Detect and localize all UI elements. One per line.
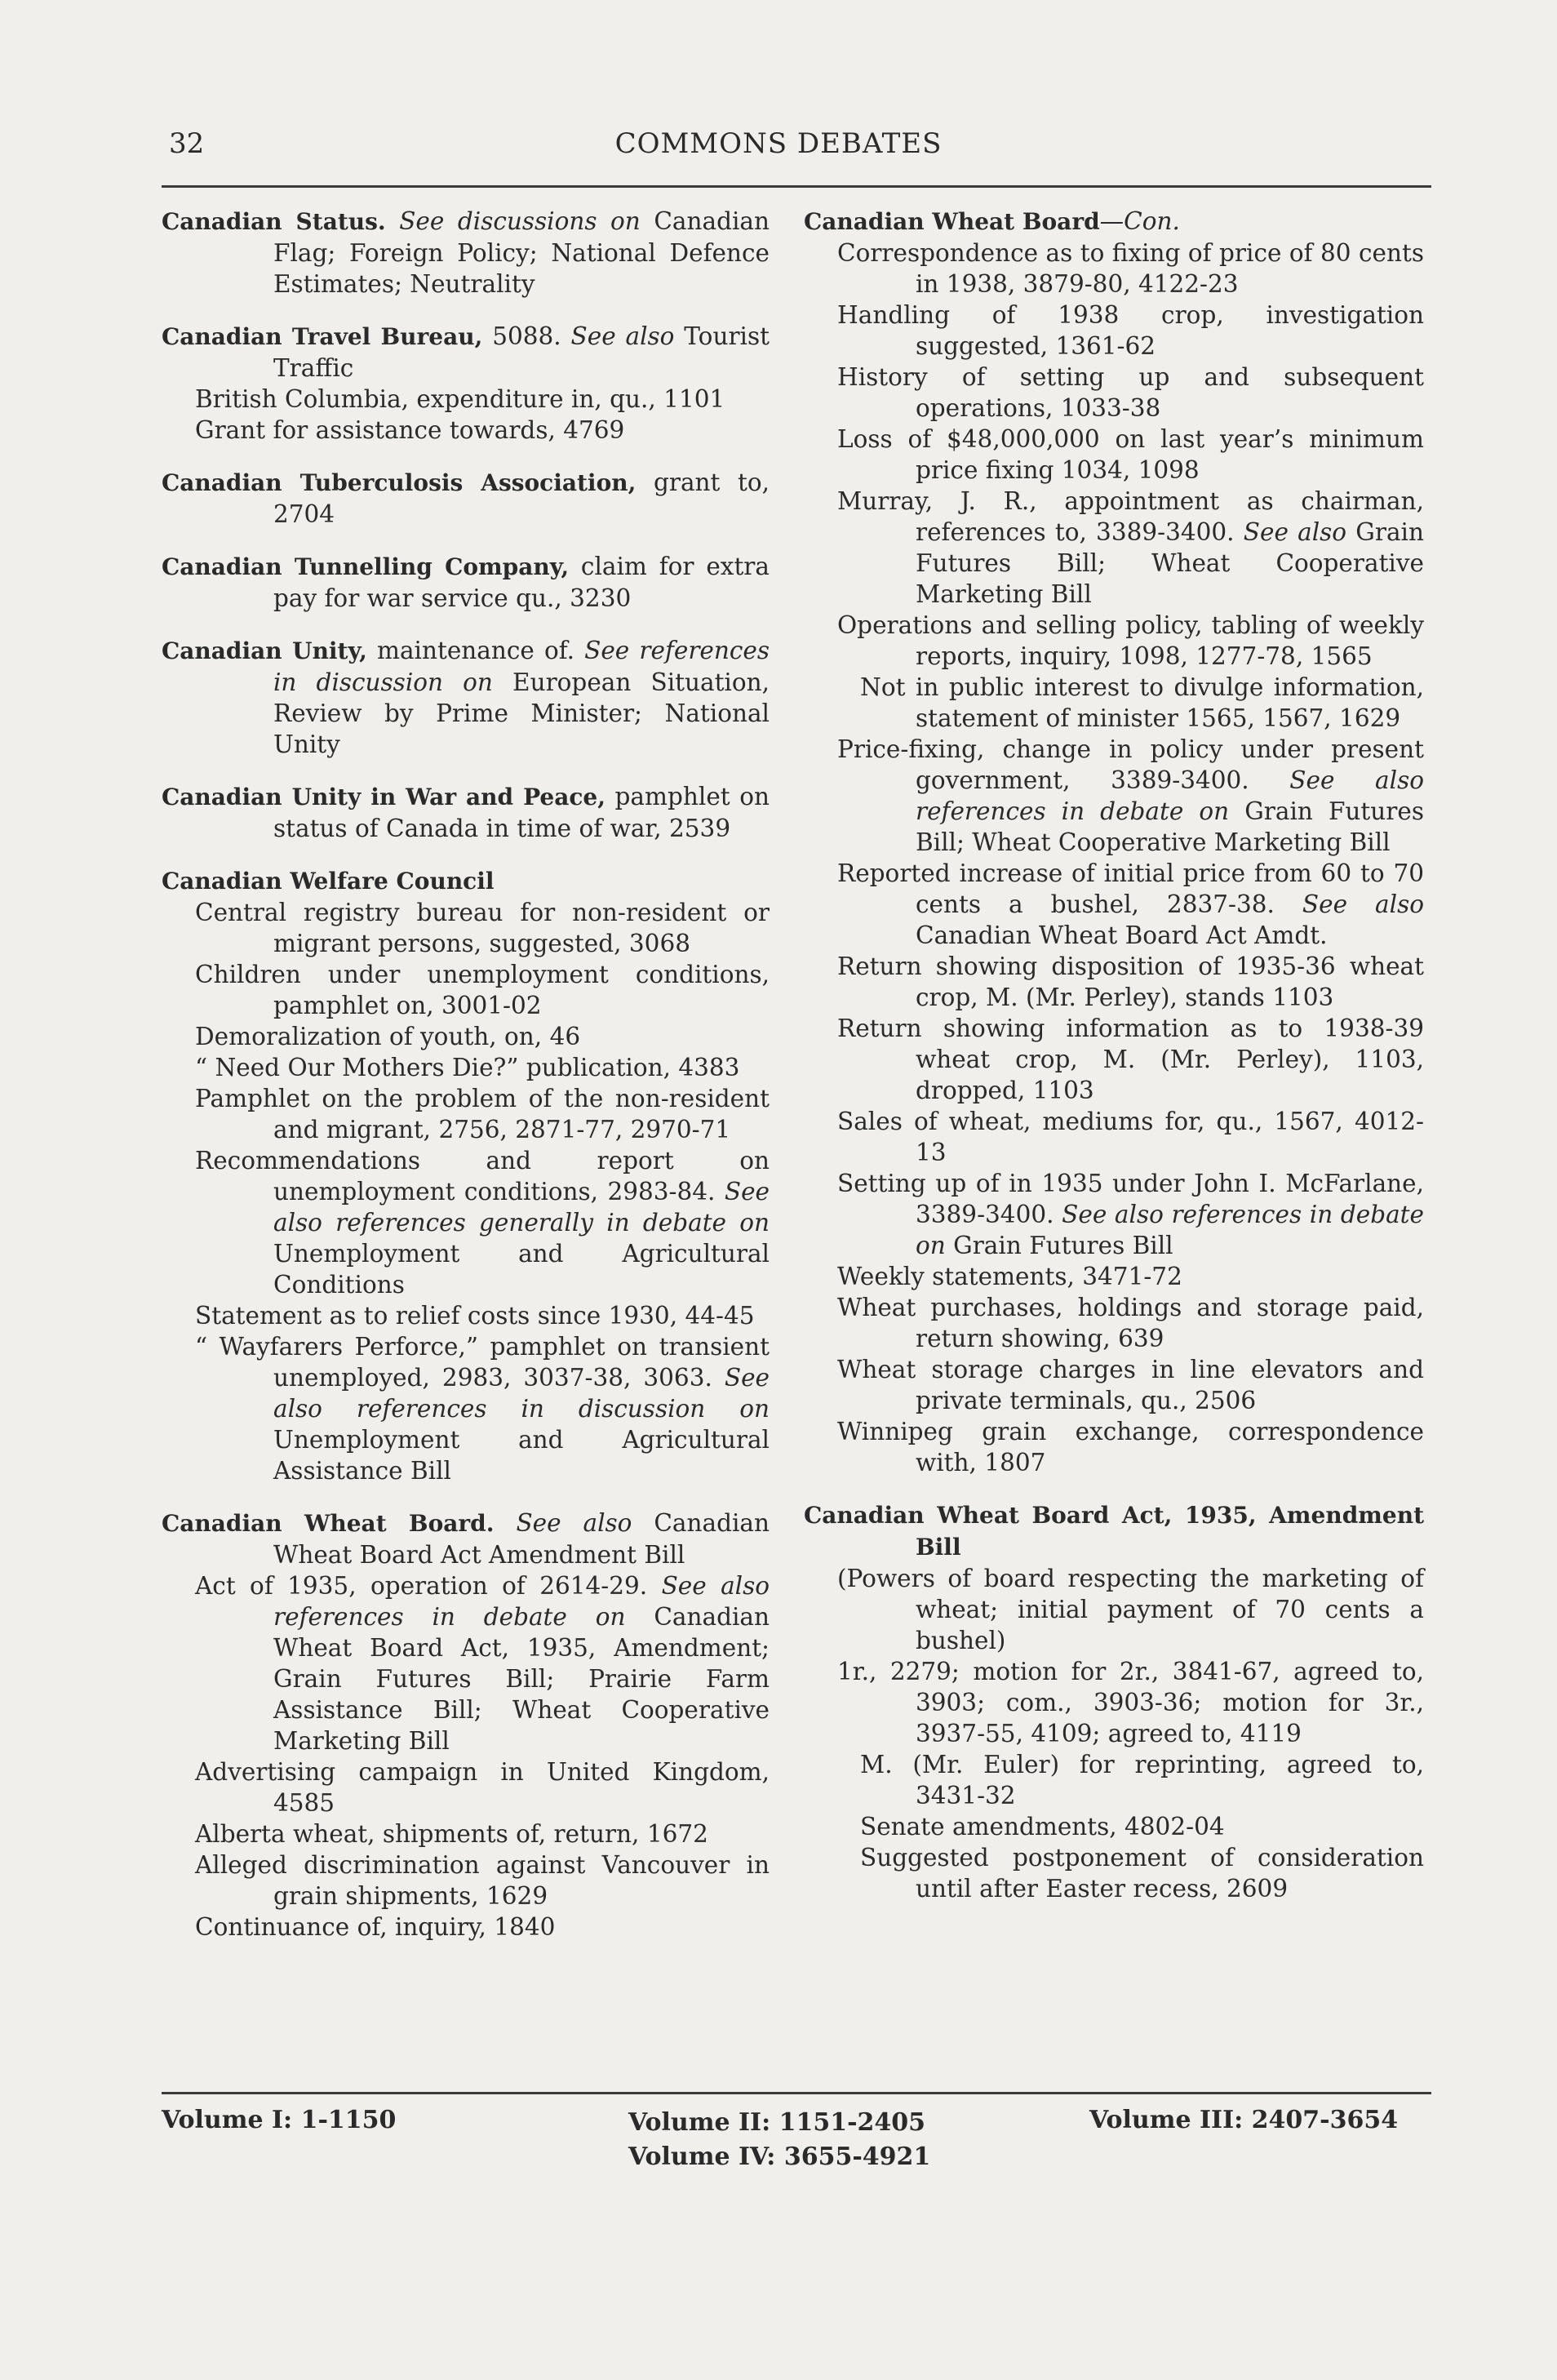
entry-text: Canadian Wheat Board Act Amdt. xyxy=(916,921,1328,949)
subentry: Return showing disposition of 1935-36 wheat crop, M. (Mr. Perley), stands 1103 xyxy=(837,952,1424,1011)
entry-text: Act of 1935, operation of 2614-29. xyxy=(195,1572,662,1600)
entry-heading xyxy=(804,1499,1424,1563)
subentry: Statement as to relief costs since 1930, 44-45 xyxy=(195,1302,755,1330)
entry-heading xyxy=(162,1507,770,1570)
entry-text: Canadian Wheat Board Act, 1935, Amendment; Grain Futures Bill; Prairie Farm Assistance Bill; Wheat Cooperative Marketing Bill xyxy=(273,1603,770,1755)
entry-text: “ Wayfarers Perforce,” pamphlet on transient unemployed, 2983, 3037-38, 3063. xyxy=(195,1333,770,1392)
subentry: Handling of 1938 crop, investigation suggested, 1361-62 xyxy=(837,301,1424,360)
entry-text: maintenance of. xyxy=(366,637,585,664)
index-entry-canadian-unity-war-peace xyxy=(162,781,770,844)
subentry-nested: Suggested postponement of consideration until after Easter recess, 2609 xyxy=(860,1844,1424,1903)
entry-text: 5088. xyxy=(482,322,571,350)
headword: Canadian Wheat Board xyxy=(804,208,1100,235)
entry-text: Tourist Traffic xyxy=(273,322,770,382)
footer-volume-2: Volume II: 1151-2405 xyxy=(628,2108,926,2137)
subentry: Alleged discrimination against Vancouver in grain shipments, 1629 xyxy=(195,1851,770,1910)
subentry-nested: Not in public interest to divulge information, statement of minister 1565, 1567, 1629 xyxy=(860,673,1424,732)
subentry: Continuance of, inquiry, 1840 xyxy=(195,1913,556,1941)
headword: Canadian Status. xyxy=(162,208,386,235)
entry-heading xyxy=(162,206,770,300)
subentry xyxy=(162,1331,770,1486)
footer-volume-4: Volume IV: 3655-4921 xyxy=(628,2142,931,2171)
subentry: Sales of wheat, mediums for, qu., 1567, 4012-13 xyxy=(837,1108,1424,1166)
index-entry-canadian-wheat-board-continued xyxy=(804,206,1424,1478)
footer-volume-3: Volume III: 2407-3654 xyxy=(1089,2106,1399,2134)
subentry: Loss of $48,000,000 on last year’s minimum price fixing 1034, 1098 xyxy=(837,425,1424,484)
footer-volumes-2-4 xyxy=(628,2106,930,2174)
see-reference: See also references in debate on xyxy=(916,1201,1424,1259)
subentry: (Powers of board respecting the marketing of wheat; initial payment of 70 cents a bushel) xyxy=(837,1565,1424,1654)
see-reference: See also xyxy=(1243,518,1347,546)
subentry: History of setting up and subsequent operations, 1033-38 xyxy=(837,363,1424,422)
subentry xyxy=(804,734,1424,858)
entry-text: Grain Futures Bill xyxy=(945,1232,1173,1259)
index-entry-canadian-status xyxy=(162,206,770,300)
subentry: Wheat purchases, holdings and storage paid, return showing, 639 xyxy=(837,1294,1424,1352)
see-reference: See also references in debate on xyxy=(916,766,1424,825)
header-rule xyxy=(162,185,1431,188)
continued-marker: —Con. xyxy=(1099,207,1180,235)
index-entry-canadian-unity xyxy=(162,635,770,760)
subentry: Central registry bureau for non-resident or migrant persons, suggested, 3068 xyxy=(195,899,770,957)
subentry: Children under unemployment conditions, pamphlet on, 3001-02 xyxy=(195,961,770,1019)
index-entry-canadian-welfare-council xyxy=(162,865,770,1486)
entry-text: European Situation, Review by Prime Minister; National Unity xyxy=(273,668,770,758)
index-entry-canadian-tunnelling-company xyxy=(162,551,770,614)
entry-text: Unemployment and Agricultural Conditions xyxy=(273,1240,770,1299)
subentry: British Columbia, expenditure in, qu., 1101 xyxy=(195,385,725,413)
see-reference: See discussions on xyxy=(399,207,641,235)
entry-text: pamphlet on status of Canada in time of war, 2539 xyxy=(273,783,770,842)
subentry: 1r., 2279; motion for 2r., 3841-67, agreed to, 3903; com., 3903-36; motion for 3r., 3937-55, 4109; agreed to, 4119 xyxy=(837,1658,1424,1747)
subentry-nested: M. (Mr. Euler) for reprinting, agreed to, 3431-32 xyxy=(860,1751,1424,1809)
index-entry-canadian-travel-bureau xyxy=(162,321,770,446)
index-entry-canadian-wheat-board xyxy=(162,1507,770,1943)
entry-text: claim for extra pay for war service qu., 3230 xyxy=(273,553,770,612)
index-entry-wheat-board-act-amendment-bill xyxy=(804,1499,1424,1904)
headword: Canadian Travel Bureau, xyxy=(162,323,483,350)
page-number: 32 xyxy=(169,127,205,160)
headword: Canadian Wheat Board Act, 1935, Amendment Bill xyxy=(804,1502,1424,1561)
headword: Canadian Wheat Board. xyxy=(162,1510,495,1537)
entry-heading xyxy=(162,635,770,760)
headword: Canadian Unity in War and Peace, xyxy=(162,784,606,810)
entry-heading xyxy=(162,865,770,897)
subentry: Demoralization of youth, on, 46 xyxy=(195,1023,581,1050)
subentry xyxy=(804,486,1424,610)
entry-text: Recommendations and report on unemployment conditions, 2983-84. xyxy=(195,1147,770,1206)
headword: Canadian Unity, xyxy=(162,637,367,664)
entry-text xyxy=(495,1509,517,1537)
subentry: Weekly statements, 3471-72 xyxy=(837,1263,1182,1290)
subentry: Alberta wheat, shipments of, return, 1672 xyxy=(195,1820,708,1848)
entry-text: Canadian Flag; Foreign Policy; National Defence Estimates; Neutrality xyxy=(273,207,770,298)
see-reference: See also xyxy=(516,1509,632,1537)
footer-volume-1: Volume I: 1-1150 xyxy=(162,2106,397,2134)
see-reference: See also references in discussion on xyxy=(273,1364,770,1423)
subentry: “ Need Our Mothers Die?” publication, 4383 xyxy=(195,1054,740,1081)
headword: Canadian Tuberculosis Association, xyxy=(162,469,637,496)
entry-text: Reported increase of initial price from 60 to 70 cents a bushel, 2837-38. xyxy=(837,859,1424,918)
see-reference: See also xyxy=(570,322,675,350)
subentry: Wheat storage charges in line elevators and private terminals, qu., 2506 xyxy=(837,1356,1424,1414)
see-reference: See references in discussion on xyxy=(273,637,770,696)
entry-heading xyxy=(804,206,1424,238)
subentry xyxy=(804,858,1424,951)
entry-text: Grain Futures Bill; Wheat Cooperative Marketing Bill xyxy=(916,518,1424,608)
subentry xyxy=(162,1570,770,1756)
subentry: Operations and selling policy, tabling of weekly reports, inquiry, 1098, 1277-78, 1565 xyxy=(837,611,1424,670)
subentry: Winnipeg grain exchange, correspondence with, 1807 xyxy=(837,1418,1424,1476)
index-entry-canadian-tuberculosis-association xyxy=(162,467,770,530)
entry-heading xyxy=(162,467,770,530)
footer-rule xyxy=(162,2092,1431,2094)
subentry xyxy=(804,1168,1424,1261)
left-column xyxy=(162,206,770,1964)
headword: Canadian Tunnelling Company, xyxy=(162,553,570,580)
subentry: Pamphlet on the problem of the non-resident and migrant, 2756, 2871-77, 2970-71 xyxy=(195,1085,770,1143)
right-column xyxy=(804,206,1424,1925)
subentry xyxy=(162,1145,770,1300)
entry-heading xyxy=(162,321,770,384)
see-reference: See also references in debate on xyxy=(273,1572,770,1631)
entry-heading xyxy=(162,781,770,844)
entry-text: Grain Futures Bill; Wheat Cooperative Marketing Bill xyxy=(916,797,1424,856)
page-title: COMMONS DEBATES xyxy=(614,127,943,160)
subentry: Grant for assistance towards, 4769 xyxy=(195,416,625,444)
see-reference: See also xyxy=(1302,890,1424,918)
subentry: Advertising campaign in United Kingdom, 4585 xyxy=(195,1758,770,1817)
entry-text: Price-fixing, change in policy under present government, 3389-3400. xyxy=(837,735,1424,794)
entry-text: Unemployment and Agricultural Assistance Bill xyxy=(273,1426,770,1485)
subentry: Return showing information as to 1938-39 wheat crop, M. (Mr. Perley), 1103, dropped, 1103 xyxy=(837,1015,1424,1104)
entry-heading xyxy=(162,551,770,614)
entry-text: grant to, 2704 xyxy=(273,468,770,528)
subentry: Correspondence as to fixing of price of 80 cents in 1938, 3879-80, 4122-23 xyxy=(837,239,1424,298)
entry-text: Canadian Wheat Board Act Amendment Bill xyxy=(273,1509,770,1569)
entry-text: Murray, J. R., appointment as chairman, references to, 3389-3400. xyxy=(837,487,1424,546)
headword: Canadian Welfare Council xyxy=(162,868,495,895)
entry-text: Setting up of in 1935 under John I. McFarlane, 3389-3400. xyxy=(837,1170,1424,1228)
see-reference: See also references generally in debate on xyxy=(273,1178,770,1237)
subentry-nested: Senate amendments, 4802-04 xyxy=(860,1813,1225,1841)
